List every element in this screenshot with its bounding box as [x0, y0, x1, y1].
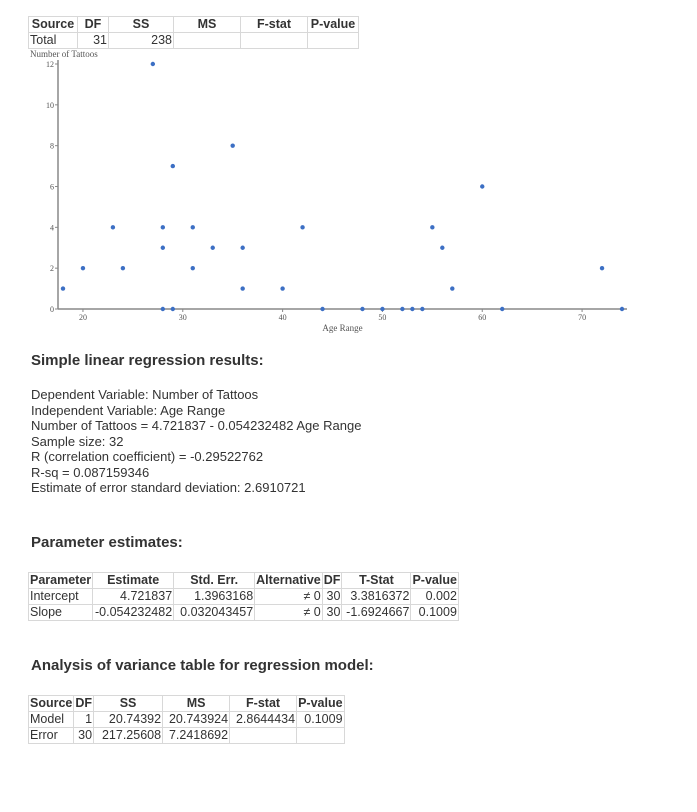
- y-tick-label: 10: [46, 100, 54, 110]
- table-row: [29, 712, 345, 728]
- data-point: [240, 286, 244, 290]
- cell: 0.032043457: [174, 605, 255, 621]
- col: F-stat: [230, 696, 297, 712]
- sample-size: Sample size: 32: [31, 433, 124, 449]
- error-sd: Estimate of error standard deviation: 2.6910721: [31, 480, 306, 495]
- cell: 0.002: [411, 589, 458, 605]
- y-tick-label: 0: [50, 305, 54, 314]
- col: Std. Err.: [174, 573, 255, 589]
- total-anova-table: [28, 16, 359, 49]
- data-point: [211, 246, 215, 250]
- data-point: [111, 225, 115, 229]
- data-point: [360, 307, 364, 311]
- data-point: [300, 225, 304, 229]
- col: SS: [94, 696, 163, 712]
- data-point: [450, 286, 454, 290]
- table-row: [29, 33, 359, 49]
- cell: [308, 33, 359, 49]
- data-point: [620, 307, 624, 311]
- cell: ≠ 0: [255, 589, 323, 605]
- data-point: [480, 184, 484, 188]
- x-tick-label: 30: [178, 313, 187, 322]
- table-row: [29, 589, 459, 605]
- data-point: [161, 307, 165, 311]
- col-fstat: F-stat: [241, 17, 308, 33]
- data-point: [191, 225, 195, 229]
- x-tick-label: 60: [478, 313, 487, 322]
- data-point: [280, 286, 284, 290]
- cell: Error: [29, 728, 74, 744]
- col: Estimate: [93, 573, 174, 589]
- cell: -0.054232482: [93, 605, 174, 621]
- cell: 30: [74, 728, 94, 744]
- col-pvalue: P-value: [308, 17, 359, 33]
- dependent-variable: Dependent Variable: Number of Tattoos: [31, 387, 259, 402]
- y-tick-label: 6: [50, 182, 54, 192]
- x-axis-label: Age Range: [322, 323, 363, 333]
- y-tick-label: 4: [50, 223, 54, 233]
- data-point: [380, 307, 384, 311]
- cell: 4.721837: [93, 589, 174, 605]
- cell: Slope: [29, 605, 93, 621]
- correlation: R (correlation coefficient) = -0.29522762: [31, 449, 264, 464]
- col-ms: MS: [174, 17, 241, 33]
- cell: [230, 728, 297, 744]
- table-row: [29, 605, 459, 621]
- col: P-value: [298, 696, 343, 710]
- data-point: [171, 164, 175, 168]
- data-point: [400, 307, 404, 311]
- cell: [174, 33, 241, 49]
- regression-equation: Number of Tattoos = 4.721837 - 0.054232482 Age Range: [31, 418, 362, 433]
- col: P-value: [412, 573, 457, 587]
- cell: [241, 33, 308, 49]
- data-point: [600, 266, 604, 270]
- cell: 1.3963168: [174, 589, 255, 605]
- cell: 238: [109, 33, 174, 49]
- cell: 217.25608: [94, 728, 163, 744]
- x-tick-label: 70: [578, 313, 587, 322]
- cell: 20.74392: [94, 712, 163, 728]
- r-squared: R-sq = 0.087159346: [31, 464, 150, 480]
- cell: 20.743924: [163, 712, 230, 728]
- cell: 31: [78, 33, 109, 49]
- data-point: [410, 307, 414, 311]
- x-tick-label: 40: [278, 313, 287, 322]
- col: T-Stat: [342, 573, 411, 589]
- cell: 2.8644434: [230, 712, 297, 728]
- col: DF: [75, 696, 93, 710]
- col: Parameter: [30, 573, 92, 587]
- data-point: [500, 307, 504, 311]
- y-tick-label: 12: [46, 60, 54, 69]
- cell: ≠ 0: [255, 605, 323, 621]
- data-point: [430, 225, 434, 229]
- x-tick-label: 20: [78, 313, 87, 322]
- y-tick-label: 8: [50, 141, 54, 151]
- cell: [297, 728, 344, 744]
- cell: Model: [29, 712, 74, 728]
- data-point: [81, 266, 85, 270]
- cell: 1: [74, 712, 94, 728]
- scatter-plot: [0, 48, 697, 343]
- cell: 30: [322, 589, 342, 605]
- parameter-heading: Parameter estimates:: [31, 534, 183, 551]
- regression-results: [31, 387, 361, 496]
- data-point: [240, 246, 244, 250]
- anova-heading: Analysis of variance table for regression model:: [31, 657, 374, 674]
- anova-table: [28, 695, 345, 744]
- cell: -1.6924667: [342, 605, 411, 621]
- cell: 0.1009: [411, 605, 458, 621]
- col-ss: SS: [109, 17, 174, 33]
- data-point: [420, 307, 424, 311]
- col-df: DF: [78, 17, 109, 33]
- col: MS: [163, 696, 230, 712]
- y-axis-label: Number of Tattoos: [30, 49, 98, 59]
- data-point: [121, 266, 125, 270]
- x-tick-label: 50: [378, 313, 387, 322]
- col: DF: [323, 573, 341, 587]
- cell: 0.1009: [297, 712, 344, 728]
- data-point: [320, 307, 324, 311]
- data-point: [161, 225, 165, 229]
- cell: 3.3816372: [342, 589, 411, 605]
- col-source: Source: [29, 17, 78, 33]
- data-point: [440, 246, 444, 250]
- y-tick-label: 2: [50, 264, 54, 274]
- data-point: [161, 246, 165, 250]
- data-point: [171, 307, 175, 311]
- cell: Total: [29, 33, 78, 49]
- table-row: [29, 728, 345, 744]
- independent-variable: Independent Variable: Age Range: [31, 402, 226, 418]
- parameter-table: [28, 572, 459, 621]
- col: Source: [30, 696, 73, 710]
- cell: 30: [322, 605, 342, 621]
- data-point: [191, 266, 195, 270]
- data-point: [151, 62, 155, 66]
- cell: 7.2418692: [163, 728, 230, 744]
- col: Alternative: [256, 573, 321, 587]
- regression-heading: Simple linear regression results:: [31, 352, 264, 369]
- data-point: [61, 286, 65, 290]
- data-point: [230, 143, 234, 147]
- cell: Intercept: [29, 589, 93, 605]
